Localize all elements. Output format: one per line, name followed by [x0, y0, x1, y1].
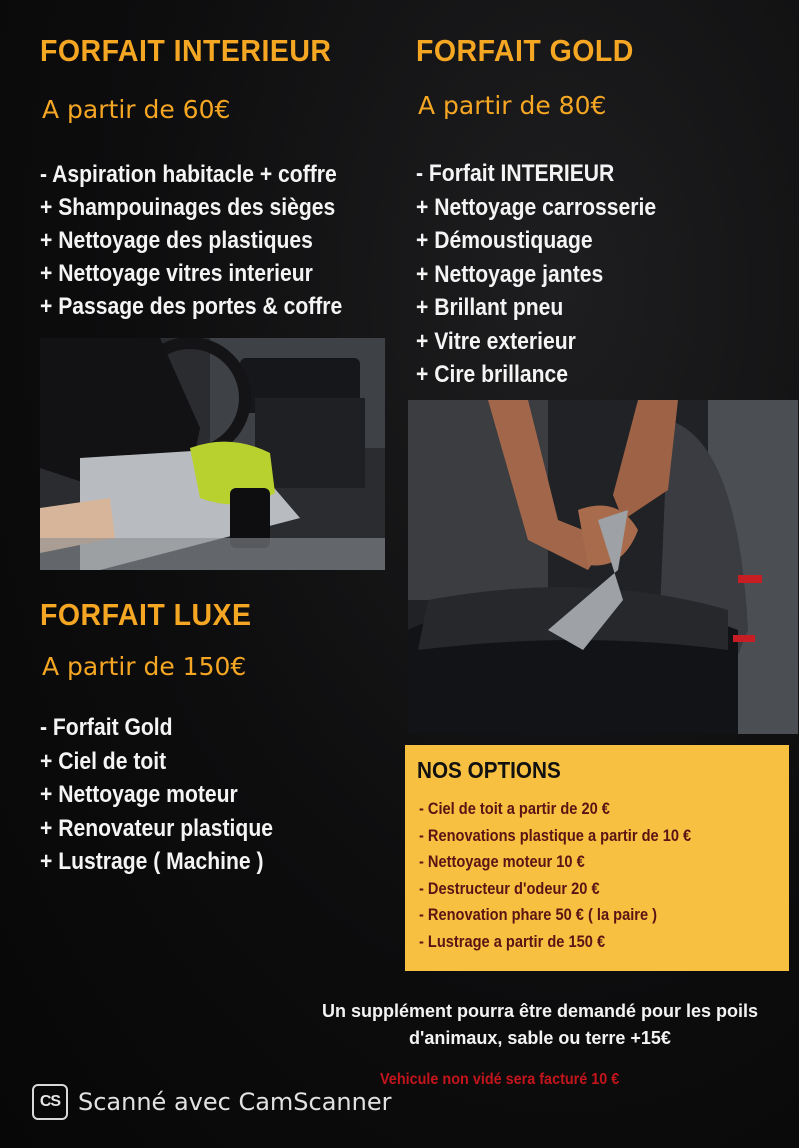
forfait-gold-price: A partir de 80€: [418, 91, 607, 120]
list-item: + Passage des portes & coffre: [40, 293, 343, 320]
option-item: - Lustrage a partir de 150 €: [419, 931, 606, 951]
supplement-note: [300, 998, 780, 1052]
list-item: + Nettoyage des plastiques: [40, 227, 313, 254]
forfait-luxe-title: FORFAIT LUXE: [40, 597, 252, 632]
list-item: + Démoustiquage: [416, 227, 593, 254]
forfait-gold-list: [416, 157, 689, 392]
list-item: + Vitre exterieur: [416, 327, 576, 355]
seat-shampoo-photo: [408, 400, 798, 734]
forfait-interieur-list: [40, 158, 383, 323]
option-item: - Renovation phare 50 € ( la paire ): [419, 905, 658, 924]
list-item: - Forfait Gold: [40, 714, 173, 741]
option-item: - Destructeur d'odeur 20 €: [419, 878, 600, 898]
forfait-gold-title: FORFAIT GOLD: [416, 33, 634, 68]
list-item: + Lustrage ( Machine ): [40, 848, 264, 875]
seat-shampoo-illustration: [408, 400, 798, 734]
camscanner-logo-icon: CS: [32, 1084, 68, 1120]
camscanner-watermark: [32, 1084, 392, 1120]
list-item: - Forfait INTERIEUR: [416, 160, 615, 187]
list-item: + Cire brillance: [416, 361, 569, 388]
list-item: - Aspiration habitacle + coffre: [40, 161, 337, 188]
forfait-interieur-price: A partir de 60€: [42, 95, 231, 124]
list-item: + Ciel de toit: [40, 747, 167, 775]
camscanner-text: Scanné avec CamScanner: [78, 1088, 392, 1116]
forfait-interieur-title: FORFAIT INTERIEUR: [40, 33, 332, 68]
list-item: + Nettoyage vitres interieur: [40, 260, 313, 287]
uncleared-vehicle-warning: Vehicule non vidé sera facturé 10 €: [380, 1071, 620, 1088]
list-item: + Shampouinages des sièges: [40, 194, 336, 221]
interior-cleaning-illustration: [40, 338, 385, 570]
options-list: [419, 796, 775, 955]
forfait-luxe-list: [40, 711, 305, 879]
options-box: [405, 745, 789, 971]
list-item: + Nettoyage moteur: [40, 781, 238, 808]
supplement-note-line2: d'animaux, sable ou terre +15€: [409, 1028, 671, 1048]
list-item: + Nettoyage carrosserie: [416, 193, 657, 221]
forfait-luxe-price: A partir de 150€: [42, 652, 247, 681]
supplement-note-line1: Un supplément pourra être demandé pour les poils: [321, 1001, 759, 1021]
option-item: - Ciel de toit a partir de 20 €: [419, 799, 610, 818]
list-item: + Renovateur plastique: [40, 814, 273, 842]
list-item: + Nettoyage jantes: [416, 260, 604, 288]
option-item: - Renovations plastique a partir de 10 €: [419, 825, 692, 845]
options-title: NOS OPTIONS: [417, 757, 561, 783]
interior-cleaning-photo: [40, 338, 385, 570]
option-item: - Nettoyage moteur 10 €: [419, 852, 585, 871]
list-item: + Brillant pneu: [416, 294, 564, 321]
